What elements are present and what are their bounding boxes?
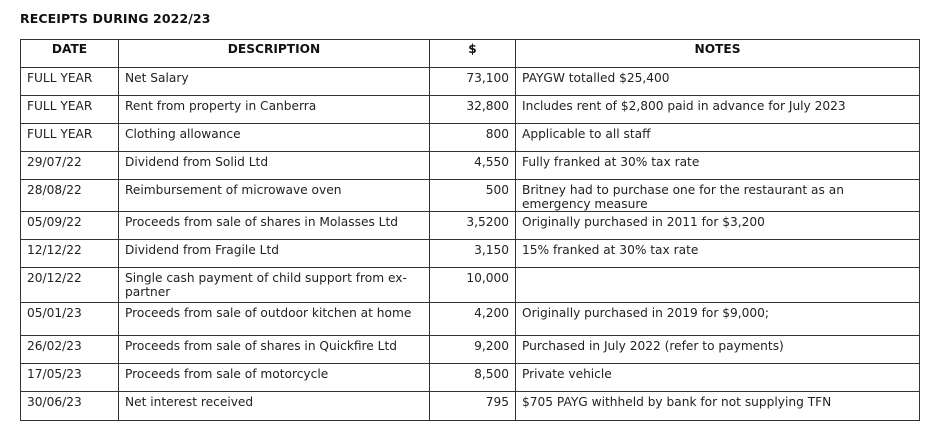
header-notes: NOTES	[516, 40, 920, 68]
cell-description: Proceeds from sale of outdoor kitchen at home	[119, 303, 430, 336]
table-row	[21, 303, 920, 336]
cell-date: 17/05/23	[21, 364, 119, 392]
cell-date: FULL YEAR	[21, 68, 119, 96]
cell-notes: Fully franked at 30% tax rate	[516, 152, 920, 180]
cell-date: 28/08/22	[21, 180, 119, 212]
cell-amount: 4,550	[430, 152, 516, 180]
cell-date: 05/01/23	[21, 303, 119, 336]
page-title: RECEIPTS DURING 2022/23	[20, 11, 211, 26]
cell-description: Single cash payment of child support from ex-partner	[119, 268, 430, 303]
header-description: DESCRIPTION	[119, 40, 430, 68]
cell-amount: 8,500	[430, 364, 516, 392]
cell-notes: Britney had to purchase one for the restaurant as an emergency measure	[516, 180, 920, 212]
cell-description: Reimbursement of microwave oven	[119, 180, 430, 212]
cell-amount: 795	[430, 392, 516, 421]
cell-notes: PAYGW totalled $25,400	[516, 68, 920, 96]
cell-amount: 800	[430, 124, 516, 152]
cell-notes: Includes rent of $2,800 paid in advance for July 2023	[516, 96, 920, 124]
cell-date: 29/07/22	[21, 152, 119, 180]
table-row	[21, 68, 920, 96]
cell-amount: 500	[430, 180, 516, 212]
header-amount: $	[430, 40, 516, 68]
table-row	[21, 212, 920, 240]
cell-notes: Purchased in July 2022 (refer to payments)	[516, 336, 920, 364]
table-row	[21, 152, 920, 180]
table-row	[21, 124, 920, 152]
cell-amount: 10,000	[430, 268, 516, 303]
cell-notes: $705 PAYG withheld by bank for not supplying TFN	[516, 392, 920, 421]
table-header-row	[21, 40, 920, 68]
receipts-table	[20, 39, 920, 421]
cell-date: 30/06/23	[21, 392, 119, 421]
cell-description: Dividend from Fragile Ltd	[119, 240, 430, 268]
table-row	[21, 392, 920, 421]
cell-amount: 3,150	[430, 240, 516, 268]
cell-notes: Applicable to all staff	[516, 124, 920, 152]
cell-date: 12/12/22	[21, 240, 119, 268]
cell-description: Proceeds from sale of motorcycle	[119, 364, 430, 392]
cell-description: Proceeds from sale of shares in Molasses Ltd	[119, 212, 430, 240]
cell-notes: Originally purchased in 2011 for $3,200	[516, 212, 920, 240]
cell-amount: 4,200	[430, 303, 516, 336]
table-row	[21, 240, 920, 268]
cell-description: Proceeds from sale of shares in Quickfire Ltd	[119, 336, 430, 364]
cell-description: Clothing allowance	[119, 124, 430, 152]
table-row	[21, 364, 920, 392]
cell-description: Net Salary	[119, 68, 430, 96]
cell-description: Dividend from Solid Ltd	[119, 152, 430, 180]
cell-date: 26/02/23	[21, 336, 119, 364]
cell-amount: 3,5200	[430, 212, 516, 240]
cell-notes: 15% franked at 30% tax rate	[516, 240, 920, 268]
cell-notes: Private vehicle	[516, 364, 920, 392]
cell-date: 05/09/22	[21, 212, 119, 240]
table-row	[21, 180, 920, 212]
cell-date: FULL YEAR	[21, 124, 119, 152]
cell-notes	[516, 268, 920, 303]
cell-amount: 73,100	[430, 68, 516, 96]
cell-notes: Originally purchased in 2019 for $9,000;	[516, 303, 920, 336]
cell-amount: 32,800	[430, 96, 516, 124]
table-row	[21, 268, 920, 303]
cell-date: 20/12/22	[21, 268, 119, 303]
cell-description: Rent from property in Canberra	[119, 96, 430, 124]
table-row	[21, 96, 920, 124]
cell-description: Net interest received	[119, 392, 430, 421]
cell-date: FULL YEAR	[21, 96, 119, 124]
cell-amount: 9,200	[430, 336, 516, 364]
table-row	[21, 336, 920, 364]
header-date: DATE	[21, 40, 119, 68]
